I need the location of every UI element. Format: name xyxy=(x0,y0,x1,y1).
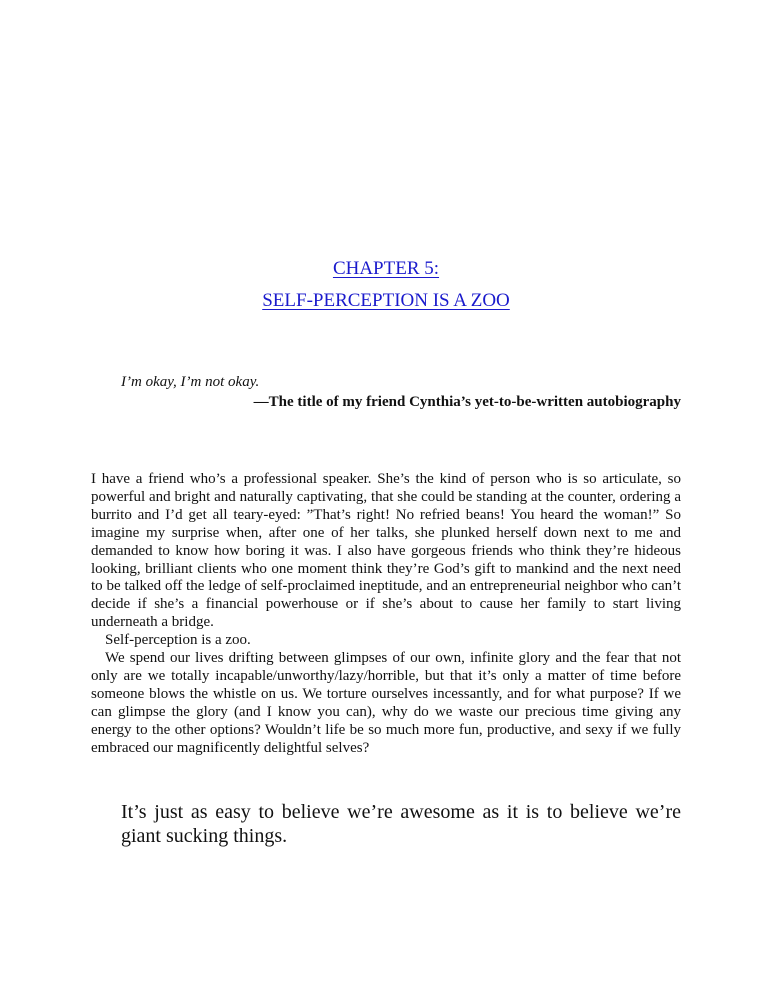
body-paragraph: Self-perception is a zoo. xyxy=(105,632,251,649)
chapter-body xyxy=(91,471,681,758)
body-paragraph: We spend our lives drifting between glimpses of our own, infinite glory and the fear that not only are we totally incapable/unworthy/lazy/horrible, but that it’s only a matter of time before someone blows the whistle on us. We torture ourselves incessantly, and for what purpose? If we can glimpse the glory (and I know you can), why do we waste our precious time giving any energy to the other options? Wouldn’t life be so much more fun, productive, and sexy if we fully embraced our magnificently delightful selves? xyxy=(91,650,681,756)
body-paragraph: I have a friend who’s a professional speaker. She’s the kind of person who is so articulate, so powerful and bright and naturally captivating, that she could be standing at the counter, ordering a burrito and I’d get all teary-eyed: ”That’s right! No refried beans! You heard the woman!” So imagine my surprise when, after one of her talks, she plunked herself down next to me and demanded to know how boring it was. I also have gorgeous friends who think they’re hideous looking, brilliant clients who one moment think they’re God’s gift to mankind and the next need to be talked off the ledge of self-proclaimed ineptitude, and an entrepreneurial neighbor who can’t decide if she’s a financial powerhouse or if she’s about to cause her family to start living underneath a bridge. xyxy=(91,471,681,631)
chapter-title-link[interactable]: SELF-PERCEPTION IS A ZOO xyxy=(262,290,510,311)
chapter-number-link[interactable]: CHAPTER 5: xyxy=(332,258,440,279)
epigraph-attribution: —The title of my friend Cynthia’s yet-to-be-written autobiography xyxy=(253,394,681,410)
epigraph-quote: I’m okay, I’m not okay. xyxy=(121,374,260,390)
pull-quote: It’s just as easy to believe we’re awesome as it is to believe we’re giant sucking things. xyxy=(121,801,681,847)
